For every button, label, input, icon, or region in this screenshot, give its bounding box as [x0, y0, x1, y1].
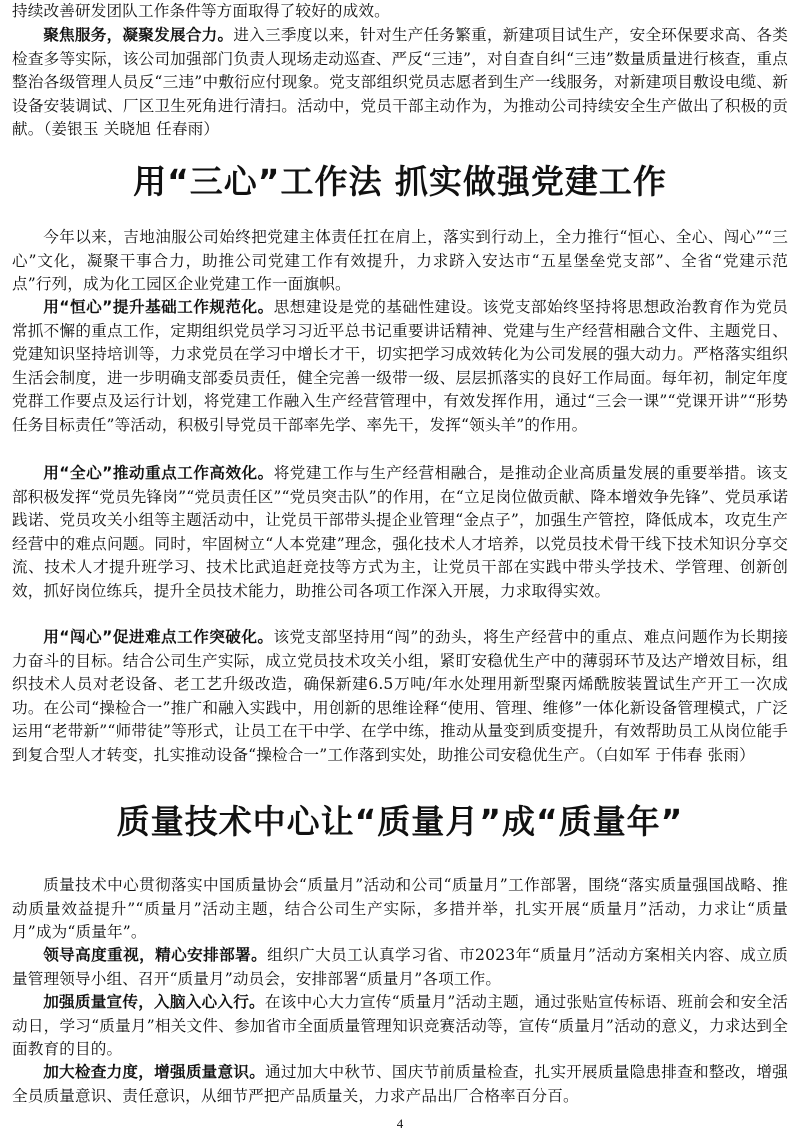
paragraph-service: 聚焦服务，凝聚发展合力。进入三季度以来，针对生产任务繁重，新建项目试生产，安全环保要求高、各类检查多等实际，该公司加强部门负责人现场走动巡查、严反“三违”，对自查自纠“三违”数量质量进行核查，重点整治各级管理人员反“三违”中敷衍应付现象。党支部组织党员志愿者到生产一线服务，对新建项目敷设电缆、新设备安装调试、厂区卫生死角进行清扫。活动中，党员干部主动作为，为推动公司持续安全生产做出了积极的贡献。（姜银玉 关晓旭 任春雨）: [12, 26, 788, 139]
paragraph-lead: 加强质量宣传，入脑入心入行。: [43, 993, 265, 1011]
paragraph-lead: 加大检查力度，增强质量意识。: [43, 1063, 266, 1081]
article1-wholehearted: 用“全心”推动重点工作高效化。将党建工作与生产经营相融合，是推动企业高质量发展的重要举措。该支部积极发挥“党员先锋岗”“党员责任区”“党员突击队”的作用，在“立足岗位做贡献、降本增效争先锋”、党员承诺践诺、党员攻关小组等主题活动中，让党员干部带头提企业管理“金点子”，加强生产管控，降低成本，攻克生产经营中的难点问题。同时，牢固树立“人本党建”理念，强化技术人才培养，以党员技术骨干线下技术知识分享交流、技术人才提升班学习、技术比武追赶竞技等方式为主，让党员干部在实践中带头学技术、学管理、创新创效，抓好岗位练兵，提升全员技术能力，助推公司各项工作深入开展，力求取得实效。: [12, 464, 788, 600]
article-title-party-building: 用“三心”工作法 抓实做强党建工作: [133, 162, 667, 201]
paragraph-lead: 聚焦服务，凝聚发展合力。: [43, 26, 234, 44]
article2-publicity: 加强质量宣传，入脑入心入行。在该中心大力宣传“质量月”活动主题，通过张贴宣传标语、班前会和安全活动日，学习“质量月”相关文件、参加省市全面质量管理知识竞赛活动等，宣传“质量月”活动的意义，力求达到全面教育的目的。: [12, 993, 789, 1059]
paragraph-lead: 领导高度重视，精心安排部署。: [43, 946, 268, 964]
continued-paragraph: 持续改善研发团队工作条件等方面取得了较好的成效。: [12, 2, 390, 20]
article1-perseverance: 用“恒心”提升基础工作规范化。思想建设是党的基础性建设。该党支部始终坚持将思想政治教育作为党员常抓不懈的重点工作，定期组织党员学习习近平总书记重要讲话精神、党建与生产经营相融合文件、主题党日、党建知识坚持培训等，力求党员在学习中增长才干，切实把学习成效转化为公司发展的强大动力。严格落实组织生活会制度，进一步明确支部委员责任，健全完善一级带一级、层层抓落实的良好工作局面。每年初，制定年度党群工作要点及运行计划，将党建工作融入生产经营管理中，有效发挥作用，通过“三会一课”“党课开讲”“形势任务目标责任”等活动，积极引导党员干部率先学、率先干，发挥“领头羊”的作用。: [12, 298, 788, 434]
article2-leadership: 领导高度重视，精心安排部署。组织广大员工认真学习省、市2023年“质量月”活动方案相关内容、成立质量管理领导小组、召开“质量月”动员会，安排部署“质量月”各项工作。: [12, 946, 788, 988]
article1-intro: 今年以来，吉地油服公司始终把党建主体责任扛在肩上，落实到行动上，全力推行“恒心、全心、闯心”“三心”文化，凝聚干事合力，助推公司党建工作有效提升，力求跻入安达市“五星堡垒党支部”、全省“党建示范点”行列，成为化工园区企业党建工作一面旗帜。: [12, 228, 788, 294]
article-title-quality-month: 质量技术中心让“质量月”成“质量年”: [116, 802, 684, 841]
paragraph-lead: 用“闯心”促进难点工作突破化。: [43, 628, 274, 646]
article2-inspection: 加大检查力度，增强质量意识。通过加大中秋节、国庆节前质量检查，扎实开展质量隐患排查和整改，增强全员质量意识、责任意识，从细节严把产品质量关，力求产品出厂合格率百分百。: [12, 1063, 788, 1105]
page-number: 4: [396, 1116, 404, 1131]
paragraph-lead: 用“恒心”提升基础工作规范化。: [43, 298, 274, 316]
article1-pioneering: 用“闯心”促进难点工作突破化。该党支部坚持用“闯”的劲头，将生产经营中的重点、难点问题作为长期接力奋斗的目标。结合公司生产实际，成立党员技术攻关小组，紧盯安稳优生产中的薄弱环节及达产增效目标，组织技术人员对老设备、老工艺升级改造，确保新建6.5万吨/年水处理用新型聚丙烯酰胺装置试生产开工一次成功。在公司“操检合一”推广和融入实践中，用创新的思维诠释“使用、管理、维修”一体化新设备管理模式，广泛运用“老带新”“师带徒”等形式，让员工在干中学、在学中练，推动从量变到质变提升，有效帮助员工从岗位能手到复合型人才转变，扎实推动设备“操检合一”工作落到实处，助推公司安稳优生产。（白如军 于伟春 张雨）: [12, 628, 788, 764]
paragraph-lead: 用“全心”推动重点工作高效化。: [43, 464, 274, 482]
article2-intro: 质量技术中心贯彻落实中国质量协会“质量月”活动和公司“质量月”工作部署，围绕“落实质量强国战略、推动质量效益提升”“质量月”活动主题，结合公司生产实际，多措并举，扎实开展“质量月”活动，力求让“质量月”成为“质量年”。: [12, 876, 788, 942]
